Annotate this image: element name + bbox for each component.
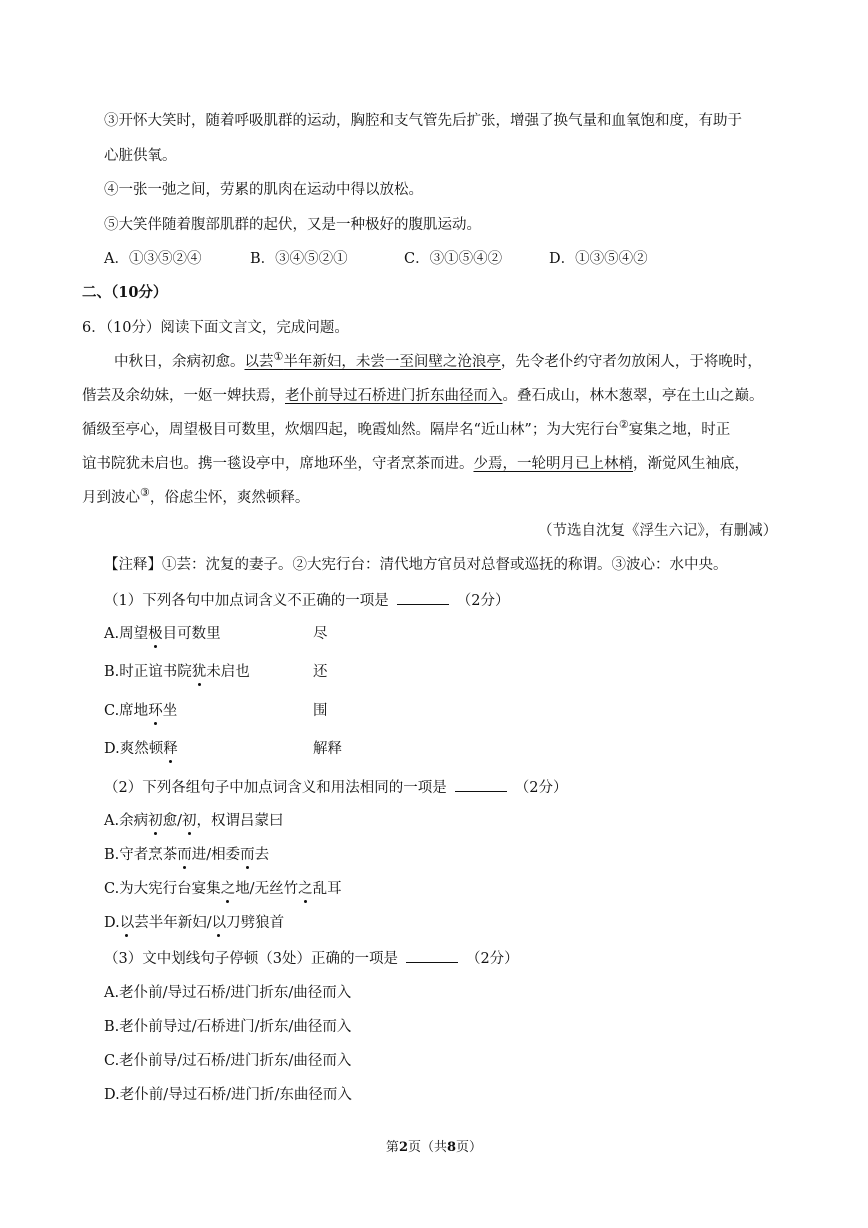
q5-item-3-cont: 心脏供氧。 — [104, 148, 177, 164]
sub3-option-d: D.老仆前/导过石桥/进门折/东曲径而入 — [104, 1087, 352, 1103]
passage-text: 中秋日，余病初愈。 — [114, 354, 245, 370]
sub1-option-c: C.席地环坐 围 — [104, 703, 328, 719]
q5-item-3: ③开怀大笑时，随着呼吸肌群的运动，胸腔和支气管先后扩张，增强了换气量和血氧饱和度，有助于 — [104, 113, 742, 129]
sub2-option-d: D.以芸半年新妇/以刀劈狼首 — [104, 915, 285, 931]
passage-line-3: 循级至亭心，周望极目可数里，炊烟四起，晚霞灿然。隔岸名“近山林”；为大宪行台②宴集之地，时正 — [82, 418, 731, 438]
dotted-char: 环 — [148, 703, 163, 719]
passage-line-1 — [114, 352, 762, 372]
footnote-marker-3: ③ — [140, 486, 150, 500]
q5-option-b: B．③④⑤②① — [250, 251, 348, 267]
dotted-char: 释 — [163, 741, 178, 757]
option-meaning: 还 — [313, 664, 328, 680]
underlined-sentence-1: 以芸①半年新妇，未尝一至间壁之沧浪亭 — [244, 350, 501, 370]
sub2-option-a: A.余病初愈/初，权谓吕蒙曰 — [104, 813, 284, 829]
underlined-sentence-2: 老仆前导过石桥进门折东曲径而入 — [285, 388, 503, 404]
answer-blank[interactable] — [406, 948, 458, 963]
answer-blank[interactable] — [397, 590, 449, 605]
sub1-stem: （1）下列各句中加点词含义不正确的一项是 （2分） — [104, 590, 509, 611]
sub3-option-a: A.老仆前/导过石桥/进门折东/曲径而入 — [104, 985, 352, 1001]
q5-item-5: ⑤大笑伴随着腹部肌群的起伏，又是一种极好的腹肌运动。 — [104, 217, 481, 233]
page-number: 2 — [398, 1140, 408, 1155]
page-footer: 第2页（共8页） — [385, 1140, 483, 1155]
sub1-option-b: B.时正谊书院犹未启也 还 — [104, 664, 328, 680]
option-meaning: 解释 — [313, 741, 342, 757]
sub2-option-c: C.为大宪行台宴集之地/无丝竹之乱耳 — [104, 881, 342, 897]
answer-blank[interactable] — [455, 777, 507, 792]
option-meaning: 尽 — [313, 626, 328, 642]
q5-option-a: A．①③⑤②④ — [104, 251, 202, 267]
sub2-option-b: B.守者烹茶而进/相委而去 — [104, 847, 270, 863]
passage-text: ，先令老仆约守者勿放闲人，于将晚时， — [500, 354, 762, 370]
q5-option-d: D．①③⑤④② — [549, 251, 648, 267]
q5-option-c: C．③①⑤④② — [404, 251, 503, 267]
passage-line-5: 月到波心③，俗虑尘怀，爽然顿释。 — [82, 486, 310, 506]
page-total: 8 — [447, 1140, 457, 1155]
sub3-stem: （3）文中划线句子停顿（3处）正确的一项是 （2分） — [104, 948, 519, 969]
section-2-title: 二、（10分） — [82, 284, 168, 301]
dotted-char: 犹 — [191, 664, 207, 680]
footnote-marker-2: ② — [618, 418, 629, 432]
sub1-option-d: D.爽然顿释 解释 — [104, 741, 342, 757]
underlined-sentence-3: 少焉，一轮明月已上林梢 — [473, 456, 633, 472]
dotted-char: 极 — [148, 626, 163, 642]
sub1-option-a: A.周望极目可数里 尽 — [104, 626, 328, 642]
q5-item-4: ④一张一弛之间，劳累的肌肉在运动中得以放松。 — [104, 182, 423, 198]
q6-stem: 6．（10分）阅读下面文言文，完成问题。 — [82, 320, 349, 336]
passage-line-4: 谊书院犹未启也。携一毯设亭中，席地环坐，守者烹茶而进。少焉，一轮明月已上林梢，渐觉风生袖底， — [82, 456, 749, 472]
sub2-stem: （2）下列各组句子中加点词含义和用法相同的一项是 （2分） — [104, 777, 567, 798]
sub3-option-b: B.老仆前导过/石桥进门/折东/曲径而入 — [104, 1019, 352, 1035]
footnote-marker-1: ① — [273, 350, 284, 364]
option-meaning: 围 — [313, 703, 328, 719]
sub3-option-c: C.老仆前导/过石桥/进门折东/曲径而入 — [104, 1053, 352, 1069]
passage-source: （节选自沈复《浮生六记》，有删减） — [538, 523, 778, 539]
passage-notes: 【注释】①芸：沈复的妻子。②大宪行台：清代地方官员对总督或巡抚的称谓。③波心：水中央。 — [104, 557, 728, 573]
passage-line-2: 偕芸及余幼妹，一妪一婢扶焉，老仆前导过石桥进门折东曲径而入。叠石成山，林木葱翠，亭在土山之巅。 — [82, 388, 764, 404]
